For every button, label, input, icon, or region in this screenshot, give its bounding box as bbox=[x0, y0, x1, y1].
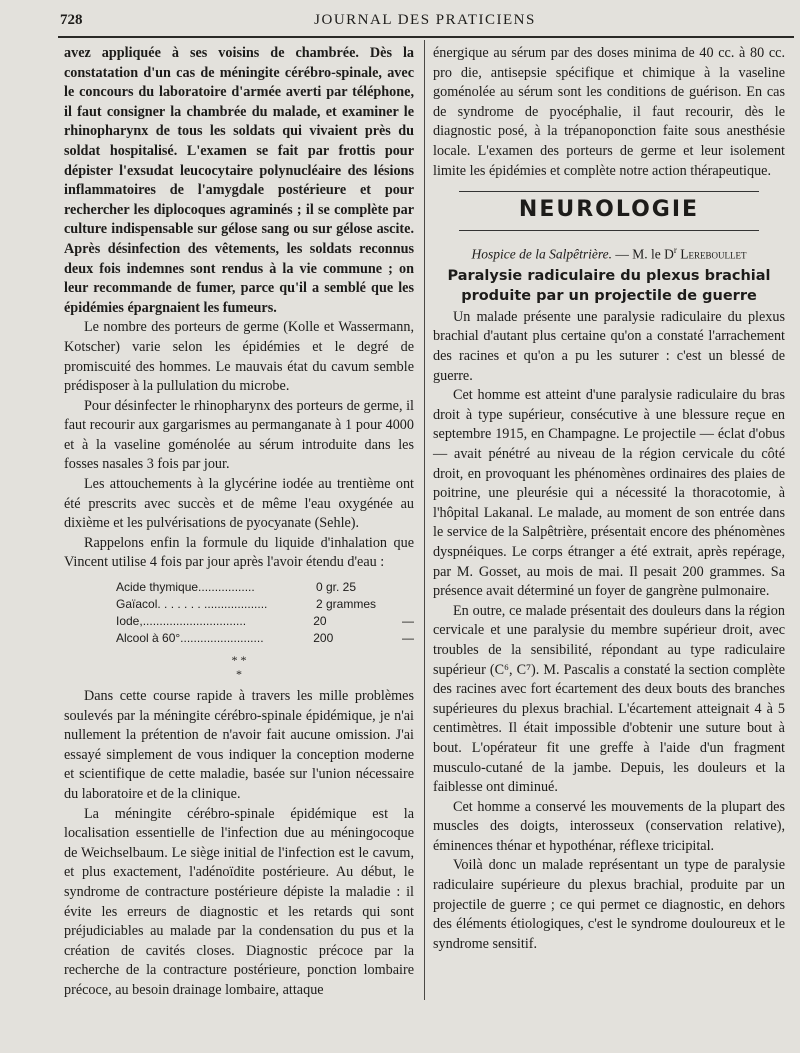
paragraph: Dans cette course rapide à travers les mille problèmes soulevés par la méningite cérébro-spinale épidémique, je n'ai nullement la prétention de n'avoir fait aucune omission. J'ai essayé simplement de vous indiquer la conception moderne et scientifique de cette maladie, basée sur l'union nécessaire du laboratoire et de la clinique. bbox=[64, 688, 414, 802]
ingredient-quantity: 0 gr. 25 bbox=[316, 580, 357, 595]
author-name: Lereboullet bbox=[676, 246, 747, 262]
paragraph: La méningite cérébro-spinale épidémique est la localisation essentielle de l'infection due au méningocoque de Weichselbaum. Le siège initial de l'infection est le cavum, et plus exactement, l'adénoïdite postérieure. Au début, le syndrome de contracture postérieure dépiste la maladie : il évite les erreurs de diagnostic et les retards qui sont préjudiciables au malade par la condensation du pus et la création de cavités closes. Diagnostic précoce par la recherche de la contracture postérieure, ponction lombaire précoce, au besoin drainage lombaire, attaque bbox=[64, 805, 414, 998]
paragraph: Cet homme a conservé les mouvements de la plupart des muscles des doigts, interosseux (conservation relative), éminences thénar et hypothénar, réflexe tricipital. bbox=[433, 798, 785, 854]
ingredient-quantity: 200 bbox=[313, 631, 334, 646]
paragraph: Le nombre des porteurs de germe (Kolle et Wassermann, Kotscher) varie selon les épidémies et le degré de promiscuité des hommes. Le mauvais état du cavum semble prédisposer à la pullulation du microbe. bbox=[64, 319, 414, 395]
paragraph: Les attouchements à la glycérine iodée au trentième ont été prescrits avec succès et de même l'eau oxygénée au dixième et les pulvérisations de pyocyanate (Sehle). bbox=[64, 476, 414, 532]
paragraph: Cet homme est atteint d'une paralysie radiculaire du bras droit à type supérieur, consécutive à une blessure reçue en septembre 1915, en Champagne. Le projectile — éclat d'obus — avait pénétré au niveau de la région cervicale du côté droit, en provoquant les phénomènes ordinaires des plaies de poitrine, une pleurésie qui a nécessité la thoracotomie, à l'hôpital Lakanal. Le malade, au moment de son entrée dans le service de la Salpêtrière, présentait encore des phénomènes dyspnéiques. Le corps étranger a été extrait, après repérage, par M. Gosset, au mois de mai. Il pesait 200 grammes. Sa présence avait déterminé un foyer de gangrène pulmonaire. bbox=[433, 387, 785, 600]
column-divider bbox=[424, 40, 425, 1000]
clinic-name: Hospice de la Salpêtrière. bbox=[471, 246, 612, 262]
ingredient-unit: — bbox=[402, 631, 414, 646]
ingredient-unit: — bbox=[402, 614, 414, 629]
formula-table bbox=[116, 579, 414, 647]
paragraph: Rappelons enfin la formule du liquide d'inhalation que Vincent utilise 4 fois par jour après l'avoir étendu d'eau : bbox=[64, 534, 414, 571]
paragraph: avez appliquée à ses voisins de chambrée. Dès la constatation d'un cas de méningite cérébro-spinale, avec le concours du laboratoire d'armée averti par téléphone, il faut consigner la chambrée du malade, et examiner le rhinopharynx de tous les soldats qui vivaient près du soldat hospitalisé. L'examen se fait par frottis pour dépister l'exsudat leucocytaire polynucléaire des lésions inflammatoires de l'amygdale postérieure et pour rechercher les diplocoques agraminés ; il se complète par culture indispensable sur gélose sang ou sur gélose ascite. Après désinfection des vêtements, les soldats reconnus deux fois indemnes sont rendus à la vie commune ; on leur recommande de fumer, parce qu'il a semblé que les épidémies épargnaient les fumeurs. bbox=[64, 45, 414, 316]
paragraph: Un malade présente une paralysie radiculaire du plexus brachial d'autant plus certaine qu'on a constaté l'arrachement des racines et qu'on a pu les suturer : c'est un blessé de guerre. bbox=[433, 308, 785, 384]
ingredient-name: Iode,............................... bbox=[116, 614, 247, 629]
clinic-line bbox=[433, 241, 785, 264]
ingredient-quantity: 20 bbox=[313, 614, 327, 629]
paragraph: En outre, ce malade présentait des douleurs dans la région cervicale et une paralysie du membre supérieur droit, avec troubles de la sensibilité, répondant au type radiculaire supérieur (C⁶, C⁷). M. Pascalis a constaté la section complète des racines avec fort écartement des deux bouts des branches supérieures du plexus brachial. L'écartement atteignait 4 à 5 centimètres. Il était impossible d'obtenir une suture bout à bout. L'opérateur fit une greffe à l'aide d'un fragment musculo-cutané de la jambe. Depuis, les douleurs et la faiblesse ont diminué. bbox=[433, 602, 785, 796]
ingredient-quantity: 2 grammes bbox=[316, 597, 377, 612]
formula-row bbox=[116, 613, 414, 630]
formula-row bbox=[116, 579, 414, 596]
section-heading-box bbox=[459, 191, 759, 231]
page-header bbox=[60, 6, 790, 36]
page-number: 728 bbox=[60, 12, 83, 28]
article-title: Paralysie radiculaire du plexus brachial produite par un projectile de guerre bbox=[447, 267, 771, 304]
formula-row bbox=[116, 630, 414, 647]
paragraph: Voilà donc un malade représentant un type de paralysie radiculaire supérieure du plexus brachial, produite par un projectile de guerre ; ce qui permet ce diagnostic, en dehors des éléments étiologiques, c'est le syndrome douloureux et le syndrome sensitif. bbox=[433, 857, 785, 952]
paragraph: énergique au sérum par des doses minima de 40 cc. à 80 cc. pro die, antisepsie spécifique et chimique à la vaseline goménolée au sérum sont les conditions de guérison. En cas de syndrome de pyocéphalie, il faut recourir, dès le diagnostic posé, à la trépanoponction faite sous anesthésie locale. L'examen des porteurs de germe et leur isolement limite les épidémies et complète notre action thérapeutique. bbox=[433, 45, 785, 179]
ingredient-name: Alcool à 60°......................... bbox=[116, 631, 264, 646]
clinic-separator: — M. le D bbox=[611, 246, 674, 262]
header-rule bbox=[58, 36, 794, 38]
section-separator: * * * bbox=[231, 653, 247, 682]
ingredient-name: Acide thymique................. bbox=[116, 580, 255, 595]
journal-title: JOURNAL DES PRATICIENS bbox=[314, 12, 536, 28]
formula-row bbox=[116, 596, 414, 613]
paragraph: Pour désinfecter le rhinopharynx des porteurs de germe, il faut recourir aux gargarismes au permanganate à 1 pour 4000 et à la vaseline goménolée au sérum introduite dans les fosses nasales 3 fois par jour. bbox=[64, 397, 414, 473]
right-column bbox=[433, 44, 785, 954]
ingredient-name: Gaïacol. . . . . . . ................... bbox=[116, 597, 268, 612]
doctor-abbrev-sup: r bbox=[673, 244, 677, 255]
section-title: NEUROLOGIE bbox=[518, 197, 700, 223]
left-column bbox=[64, 44, 414, 1001]
